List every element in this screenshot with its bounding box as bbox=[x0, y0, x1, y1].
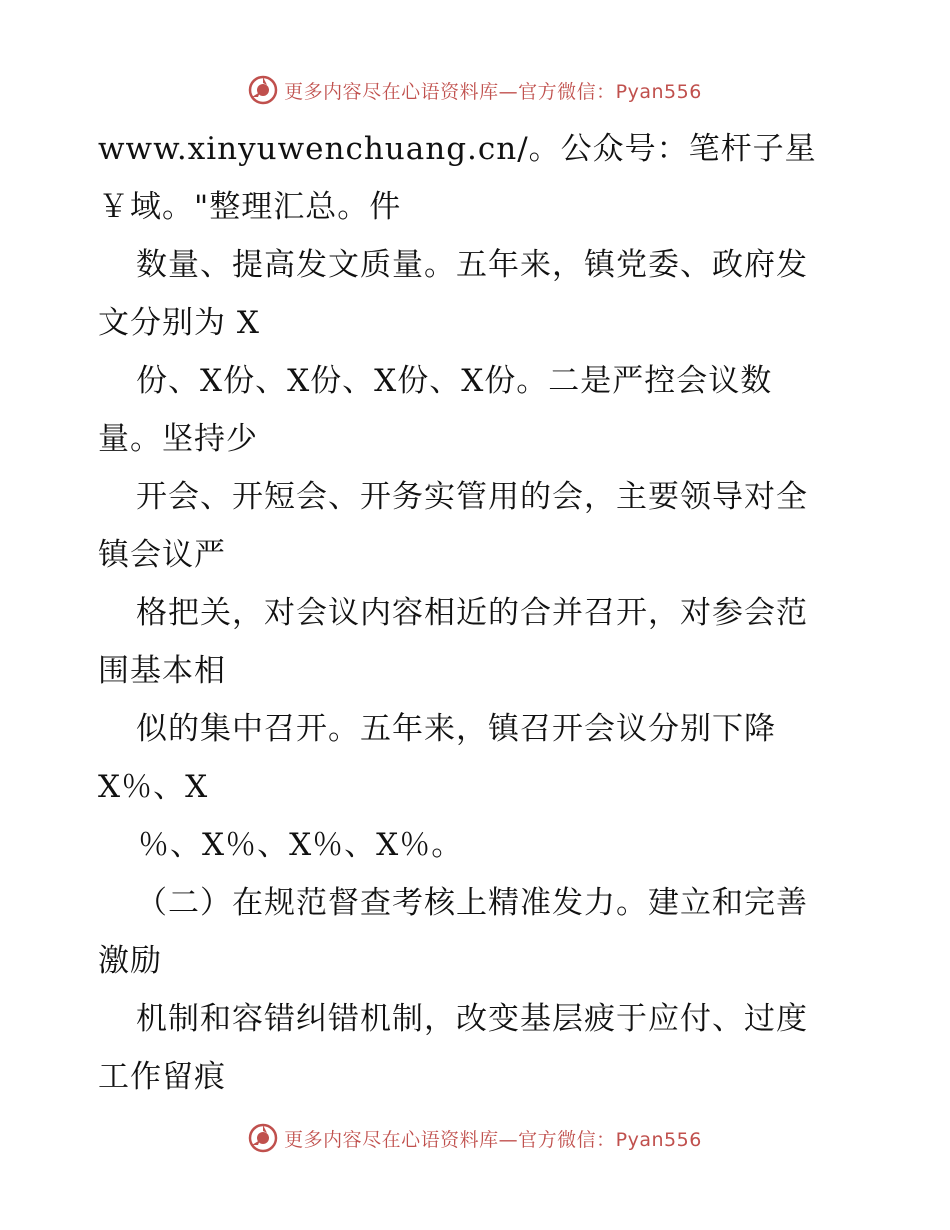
header-banner bbox=[0, 70, 950, 110]
text-line: 围基本相 bbox=[98, 653, 226, 689]
text-line: X％、X bbox=[98, 769, 209, 805]
document-body bbox=[98, 120, 858, 1106]
text-line: 开会、开短会、开务实管用的会，主要领导对全 bbox=[136, 479, 808, 515]
text-line: 量。坚持少 bbox=[98, 421, 258, 457]
text-line: 数量、提高发文质量。五年来，镇党委、政府发 bbox=[136, 247, 808, 283]
brand-logo-icon bbox=[248, 1123, 278, 1153]
text-line: 镇会议严 bbox=[98, 537, 226, 573]
text-line: 似的集中召开。五年来，镇召开会议分别下降 bbox=[136, 711, 776, 747]
text-line: ￥域。"整理汇总。件 bbox=[98, 189, 402, 225]
text-line: www.xinyuwenchuang.cn/。公众号：笔杆子星 bbox=[98, 131, 817, 167]
footer-banner-text: 更多内容尽在心语资料库—官方微信：Pyan556 bbox=[284, 1128, 702, 1151]
section-heading: （二）在规范督查考核上精准发力。建立和完善 bbox=[136, 885, 808, 921]
text-line: 文分别为 X bbox=[98, 305, 260, 341]
footer-banner bbox=[0, 1118, 950, 1158]
text-line: 格把关，对会议内容相近的合并召开，对参会范 bbox=[136, 595, 808, 631]
header-banner-text: 更多内容尽在心语资料库—官方微信：Pyan556 bbox=[284, 80, 702, 103]
text-line: 机制和容错纠错机制，改变基层疲于应付、过度 bbox=[136, 1001, 808, 1037]
brand-logo-icon bbox=[248, 75, 278, 105]
text-line: 份、X份、X份、X份、X份。二是严控会议数 bbox=[136, 363, 773, 399]
text-line: ％、X％、X％、X％。 bbox=[138, 827, 464, 863]
text-line: 工作留痕 bbox=[98, 1059, 226, 1095]
text-line: 激励 bbox=[98, 943, 162, 979]
